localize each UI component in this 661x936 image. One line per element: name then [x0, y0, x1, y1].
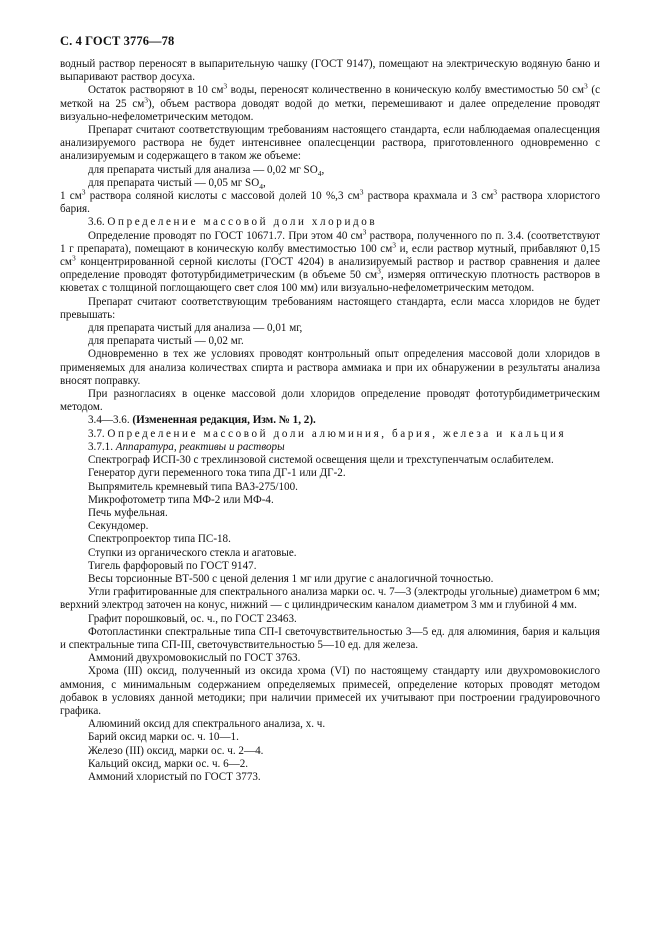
list-item: Железо (III) оксид, марки ос. ч. 2—4.	[88, 744, 264, 757]
list-item: Спектропроектор типа ПС-18.	[88, 533, 231, 546]
list-item: для препарата чистый — 0,02 мг.	[88, 335, 244, 348]
list-item: Угли графитированные для спектрального анализа марки ос. ч. 7—3 (электроды угольные) диаметром 6 мм; верхний электрод заточен на конус, нижний — с цилиндрическим каналом диаметром 3 мм и глубиной 4 мм.	[60, 586, 600, 612]
amendment-note: 3.4—3.6. (Измененная редакция, Изм. № 1, 2).	[88, 414, 316, 427]
paragraph: Препарат считают соответствующим требованиям настоящего стандарта, если наблюдаемая опалесценция анализируемого раствора не будет интенсивнее опалесценции раствора, приготовленного одновременно с анализируемым и содержащего в таком же объеме:	[60, 124, 600, 163]
list-item: Аммоний хлористый по ГОСТ 3773.	[88, 770, 261, 783]
document-body	[60, 58, 600, 784]
list-item: для препарата чистый для анализа — 0,02 мг $SO_4$,	[88, 163, 325, 178]
paragraph: Препарат считают соответствующим требованиям настоящего стандарта, если масса хлоридов не будет превышать:	[60, 295, 600, 321]
list-item: Барий оксид марки ос. ч. 10—1.	[88, 731, 239, 744]
list-item: для препарата чистый для анализа — 0,01 мг,	[88, 322, 303, 335]
list-item: Печь муфельная.	[88, 506, 168, 519]
list-item: Тигель фарфоровый по ГОСТ 9147.	[88, 559, 257, 572]
list-item: Аммоний двухромовокислый по ГОСТ 3763.	[88, 652, 301, 665]
section-heading: 3.6. Определение массовой доли хлоридов	[88, 216, 378, 229]
subsection-heading: 3.7.1. Аппаратура, реактивы и растворы	[88, 440, 285, 453]
document-page	[60, 34, 600, 784]
list-item: Секундомер.	[88, 520, 149, 533]
paragraph: 1 $см^3$ раствора соляной кислоты с массовой долей 10 %,3 $см^3$ раствора крахмала и 3 $см^3$ раствора хлористого бария.	[60, 187, 600, 216]
list-item: Хрома (III) оксид, полученный из оксида хрома (VI) по настоящему стандарту или двухромовокислого аммония, с минимальным содержанием определяемых примесей, определение которых проводят методом добавок в условиях данной методики; при наличии примесей их учитывают при построении градуировочного графика.	[60, 665, 600, 717]
paragraph: водный раствор переносят в выпарительную чашку (ГОСТ 9147), помещают на электрическую водяную баню и выпаривают раствор досуха.	[60, 58, 600, 84]
list-item: Спектрограф ИСП-30 с трехлинзовой системой освещения щели и трехступенчатым ослабителем.	[88, 454, 554, 467]
list-item: Микрофотометр типа МФ-2 или МФ-4.	[88, 493, 274, 506]
paragraph: Определение проводят по ГОСТ 10671.7. При этом 40 $см^3$ раствора, полученного по п. 3.4. (соответствуют 1 г препарата), помещают в коническую колбу вместимостью 100 $см^3$ и, если раствор мутный, прибавляют 0,15 $см^3$ концентрированной серной кислоты (ГОСТ 4204) в анализируемый раствор и раствор сравнения и далее определение проводят фототурбидиметрическим (в объеме 50 $см^3$, измеряя оптическую плотность растворов в кюветах с толщиной поглощающего свет слоя 100 мм) или визуально-нефелометрическим методом.	[60, 226, 600, 295]
list-item: Генератор дуги переменного тока типа ДГ-1 или ДГ-2.	[88, 467, 346, 480]
list-item: Кальций оксид, марки ос. ч. 6—2.	[88, 757, 249, 770]
paragraph: Остаток растворяют в 10 $см^3$ воды, переносят количественно в коническую колбу вместимостью 50 $см^3$ (с меткой на 25 $см^3$), объем раствора доводят водой до метки, перемешивают и далее определение проводят визуально-нефелометрическим методом.	[60, 81, 601, 123]
list-item: Ступки из органического стекла и агатовые.	[88, 546, 297, 559]
list-item: Весы торсионные ВТ-500 с ценой деления 1 мг или другие с аналогичной точностью.	[88, 572, 494, 585]
list-item: Выпрямитель кремневый типа ВАЗ-275/100.	[88, 480, 298, 493]
list-item: Алюминий оксид для спектрального анализа, х. ч.	[88, 718, 326, 731]
section-heading: 3.7. Определение массовой доли алюминия, бария, железа и кальция	[88, 427, 567, 440]
list-item: Графит порошковый, ос. ч., по ГОСТ 23463.	[88, 612, 297, 625]
paragraph: При разногласиях в оценке массовой доли хлоридов определение проводят фототурбидиметрическим методом.	[60, 388, 600, 414]
list-item: Фотопластинки спектральные типа СП-I светочувствительностью 3—5 ед. для алюминия, бария и кальция и спектральные типа СП-III, светочувствительностью 5—10 ед. для железа.	[60, 625, 600, 651]
paragraph: Одновременно в тех же условиях проводят контрольный опыт определения массовой доли хлоридов в применяемых для анализа количествах спирта и раствора аммиака и при их обнаружении в результаты анализа вносят поправку.	[60, 348, 600, 387]
page-header: С. 4 ГОСТ 3776—78	[60, 34, 175, 48]
list-item: для препарата чистый — 0,05 мг $SO_4$,	[88, 176, 266, 192]
